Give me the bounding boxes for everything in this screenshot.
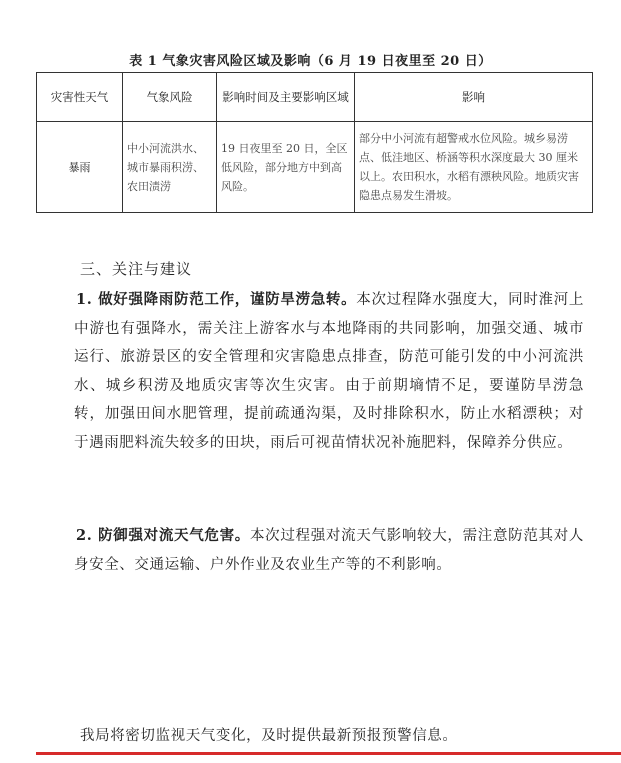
header-hazard: 灾害性天气 (37, 73, 123, 122)
table-title: 表 1 气象灾害风险区域及影响（6 月 19 日夜里至 20 日） (129, 54, 492, 69)
table-row (37, 122, 593, 213)
cell-impact: 部分中小河流有超警戒水位风险。城乡易涝点、低洼地区、桥涵等积水深度最大 30 厘米以上。农田积水，水稻有漂秧风险。地质灾害隐患点易发生滑坡。 (355, 122, 593, 213)
recommendation-1 (74, 286, 584, 457)
red-divider (36, 752, 621, 755)
table-header-row (37, 73, 593, 122)
recommendation-2-text: 本次过程强对流天气影响较大，需注意防范其对人身安全、交通运输、户外作业及农业生产等的不利影响。 (74, 528, 584, 573)
section-heading: 三、关注与建议 (80, 260, 193, 278)
cropped-footer-text (30, 757, 450, 763)
risk-table (36, 72, 593, 213)
recommendation-2 (74, 522, 584, 579)
header-impact: 影响 (355, 73, 593, 122)
cell-hazard: 暴雨 (37, 122, 123, 213)
closing-statement: 我局将密切监视天气变化，及时提供最新预报预警信息。 (80, 728, 458, 744)
recommendation-1-lead: 1. 做好强降雨防范工作，谨防旱涝急转。 (76, 291, 357, 308)
recommendation-1-text: 本次过程降水强度大，同时淮河上中游也有强降水，需关注上游客水与本地降雨的共同影响，加强交通、城市运行、旅游景区的安全管理和灾害隐患点排查，防范可能引发的中小河流洪水、城乡积涝及地质灾害等次生灾害。由于前期墒情不足，要谨防旱涝急转，加强田间水肥管理，提前疏通沟渠，及时排除积水，防止水稻漂秧；对于遇雨肥料流失较多的田块，雨后可视苗情状况补施肥料，保障养分供应。 (74, 292, 584, 451)
header-time-area: 影响时间及主要影响区域 (217, 73, 355, 122)
cell-time-area: 19 日夜里至 20 日，全区低风险，部分地方中到高风险。 (217, 122, 355, 213)
cell-risk: 中小河流洪水、城市暴雨积涝、农田渍涝 (123, 122, 217, 213)
recommendation-2-lead: 2. 防御强对流天气危害。 (76, 527, 250, 544)
header-risk: 气象风险 (123, 73, 217, 122)
